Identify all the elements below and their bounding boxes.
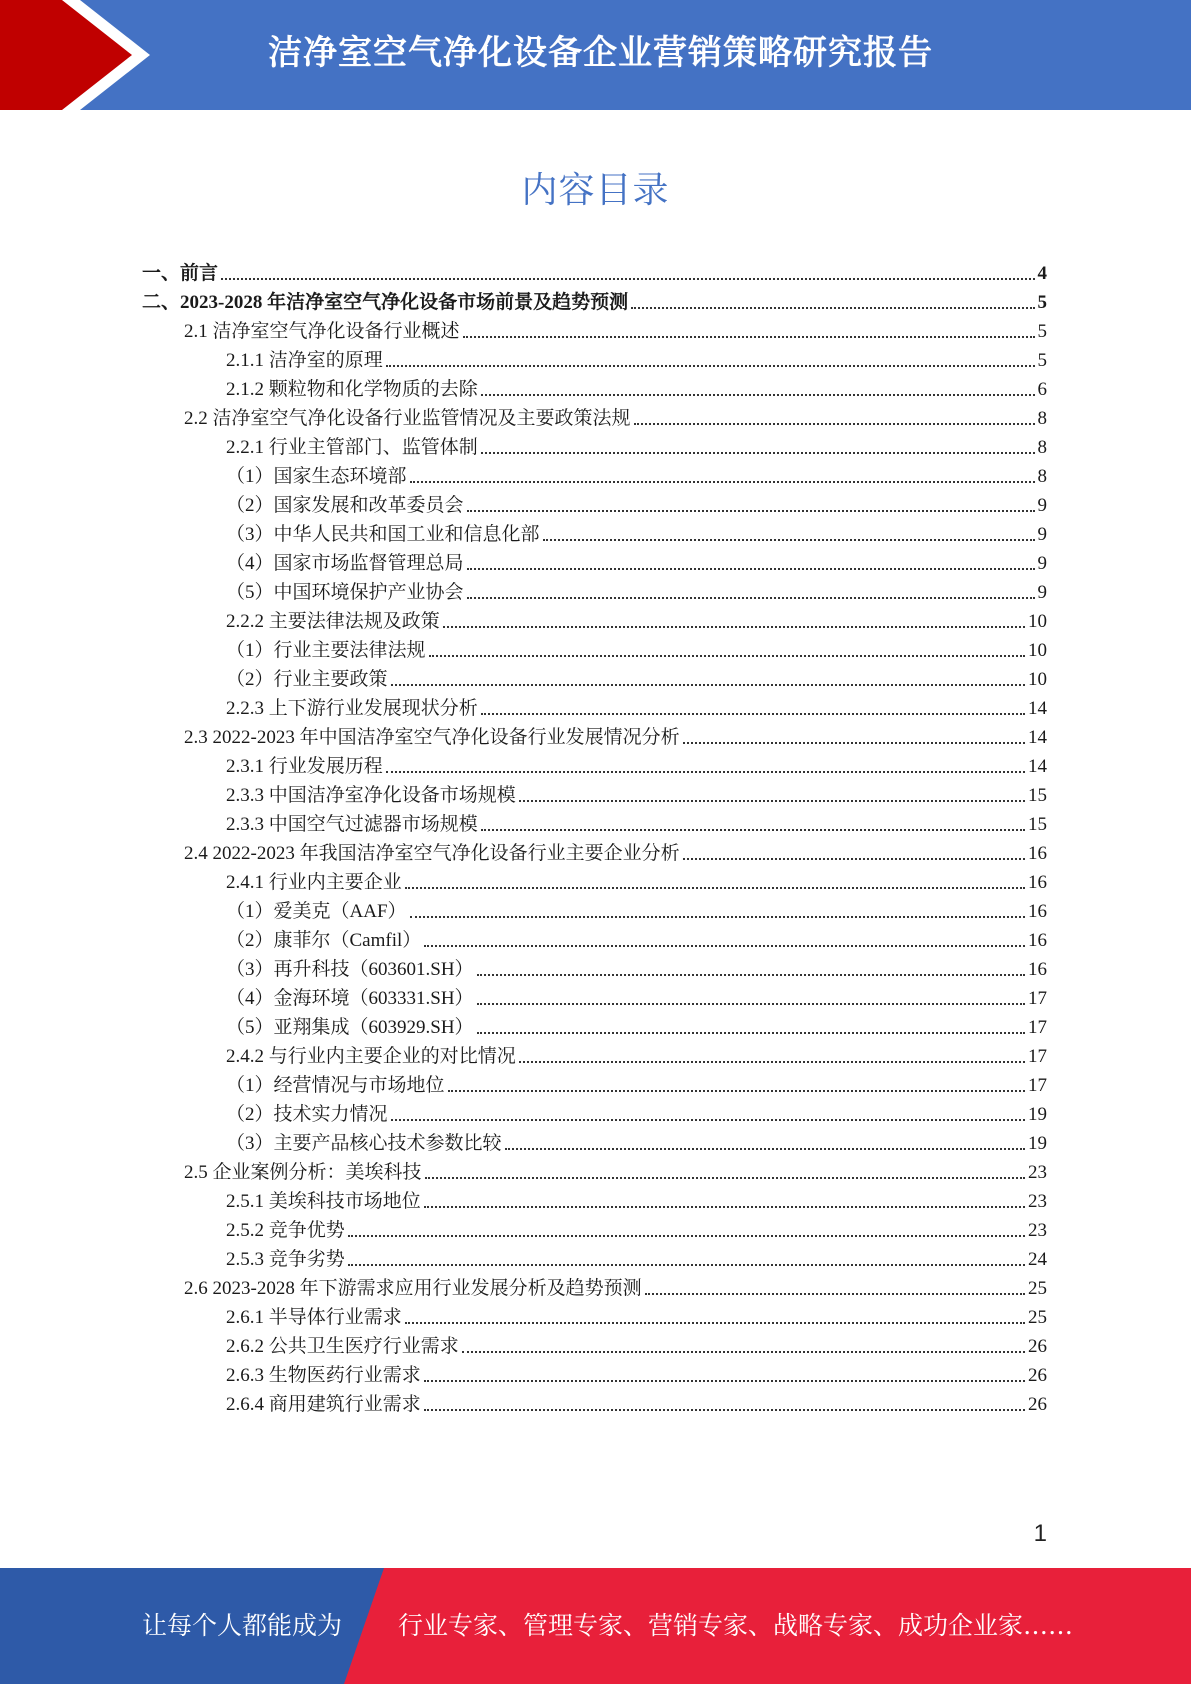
toc-entry-page: 25: [1028, 1307, 1047, 1328]
toc-leader-dots: [481, 451, 1035, 454]
toc-entry-label: 2.6.1 半导体行业需求: [226, 1307, 402, 1328]
toc-entry-label: 2.2.2 主要法律法规及政策: [226, 611, 440, 632]
toc-entry[interactable]: [226, 950, 1047, 981]
toc-entry-page: 5: [1037, 292, 1047, 313]
toc-entry-page: 17: [1028, 1075, 1047, 1096]
toc-entry[interactable]: [226, 863, 1047, 894]
toc-entry-page: 9: [1037, 553, 1047, 574]
toc-entry-label: 2.6.4 商用建筑行业需求: [226, 1394, 421, 1415]
toc-entry[interactable]: [226, 1037, 1047, 1068]
toc-entry-label: （1）经营情况与市场地位: [226, 1075, 445, 1096]
toc-entry-label: 2.1.1 洁净室的原理: [226, 350, 383, 371]
toc-leader-dots: [386, 770, 1025, 773]
toc-leader-dots: [462, 1350, 1025, 1353]
toc-entry-label: 2.6.3 生物医药行业需求: [226, 1365, 421, 1386]
toc-entry-label: 2.3.3 中国空气过滤器市场规模: [226, 814, 478, 835]
toc-leader-dots: [467, 596, 1035, 599]
toc-entry-page: 8: [1037, 408, 1047, 429]
toc-leader-dots: [519, 799, 1025, 802]
toc-entry-label: 2.6 2023-2028 年下游需求应用行业发展分析及趋势预测: [184, 1278, 642, 1299]
toc-entry[interactable]: [226, 921, 1047, 952]
toc-entry-label: 一、前言: [142, 263, 219, 284]
toc-leader-dots: [424, 1205, 1025, 1208]
toc-entry[interactable]: [142, 254, 1047, 285]
toc-leader-dots: [391, 1118, 1025, 1121]
toc-entry[interactable]: [226, 428, 1047, 459]
toc-leader-dots: [410, 915, 1025, 918]
toc-entry-label: 2.2.3 上下游行业发展现状分析: [226, 698, 478, 719]
toc-entry-label: （2）康菲尔（Camfil）: [226, 930, 422, 951]
toc-leader-dots: [481, 712, 1025, 715]
toc-leader-dots: [386, 364, 1035, 367]
toc-entry-page: 10: [1028, 669, 1047, 690]
toc-leader-dots: [477, 1031, 1025, 1034]
footer-slogan: 让每个人都能成为: [142, 1611, 343, 1640]
toc-entry-label: 2.4.2 与行业内主要企业的对比情况: [226, 1046, 516, 1067]
toc-leader-dots: [481, 393, 1035, 396]
toc-entry-page: 10: [1028, 640, 1047, 661]
toc-leader-dots: [543, 538, 1035, 541]
toc-entry[interactable]: [226, 1095, 1047, 1126]
toc-entry-label: 2.3.1 行业发展历程: [226, 756, 383, 777]
toc-entry-label: （3）中华人民共和国工业和信息化部: [226, 524, 540, 545]
toc-entry-label: 2.3.3 中国洁净室净化设备市场规模: [226, 785, 516, 806]
toc-entry-page: 16: [1028, 872, 1047, 893]
toc-entry-label: 2.5 企业案例分析：美埃科技: [184, 1162, 422, 1183]
toc-entry[interactable]: [226, 1356, 1047, 1387]
toc-leader-dots: [348, 1263, 1025, 1266]
toc-entry[interactable]: [226, 1240, 1047, 1271]
toc-entry[interactable]: [184, 1269, 1047, 1300]
toc-entry-page: 26: [1028, 1365, 1047, 1386]
toc-entry-page: 9: [1037, 495, 1047, 516]
toc-leader-dots: [481, 828, 1025, 831]
toc-entry-label: （2）行业主要政策: [226, 669, 388, 690]
toc-entry[interactable]: [226, 1008, 1047, 1039]
toc-entry-label: （5）亚翔集成（603929.SH）: [226, 1017, 474, 1038]
toc-entry-page: 16: [1028, 959, 1047, 980]
toc-leader-dots: [410, 480, 1035, 483]
toc-entry-page: 23: [1028, 1162, 1047, 1183]
toc-leader-dots: [467, 509, 1035, 512]
toc-entry-page: 14: [1028, 727, 1047, 748]
toc-leader-dots: [467, 567, 1035, 570]
toc-entry[interactable]: [226, 515, 1047, 546]
toc-entry[interactable]: [226, 892, 1047, 923]
toc-entry[interactable]: [142, 283, 1047, 314]
toc-leader-dots: [631, 306, 1034, 309]
toc-entry-page: 16: [1028, 930, 1047, 951]
toc-leader-dots: [448, 1089, 1025, 1092]
toc-entry-label: 2.4.1 行业内主要企业: [226, 872, 402, 893]
toc-leader-dots: [425, 1176, 1025, 1179]
toc-leader-dots: [645, 1292, 1025, 1295]
toc-entry-label: 2.2 洁净室空气净化设备行业监管情况及主要政策法规: [184, 408, 631, 429]
toc-entry-page: 8: [1037, 466, 1047, 487]
toc-entry-label: 2.1.2 颗粒物和化学物质的去除: [226, 379, 478, 400]
toc-entry-page: 19: [1028, 1104, 1047, 1125]
toc-entry[interactable]: [226, 631, 1047, 662]
toc-leader-dots: [424, 1408, 1025, 1411]
toc-entry[interactable]: [226, 1211, 1047, 1242]
toc-entry-page: 17: [1028, 1046, 1047, 1067]
toc-leader-dots: [477, 1002, 1025, 1005]
toc-entry[interactable]: [226, 979, 1047, 1010]
toc-entry-label: （4）国家市场监督管理总局: [226, 553, 464, 574]
toc-leader-dots: [405, 886, 1025, 889]
toc-entry-page: 19: [1028, 1133, 1047, 1154]
toc-leader-dots: [221, 277, 1034, 280]
toc-entry-label: （3）主要产品核心技术参数比较: [226, 1133, 502, 1154]
toc-entry-page: 4: [1037, 263, 1047, 284]
toc-entry[interactable]: [226, 457, 1047, 488]
toc-leader-dots: [443, 625, 1025, 628]
toc-entry[interactable]: [184, 1153, 1047, 1184]
toc-entry-label: 2.5.2 竞争优势: [226, 1220, 345, 1241]
toc-entry[interactable]: [226, 370, 1047, 401]
toc-leader-dots: [391, 683, 1025, 686]
toc-entry-page: 17: [1028, 1017, 1047, 1038]
toc-entry[interactable]: [226, 486, 1047, 517]
footer-banner: [0, 1568, 1191, 1684]
toc-leader-dots: [463, 335, 1035, 338]
toc-entry[interactable]: [226, 1124, 1047, 1155]
toc-entry-label: （3）再升科技（603601.SH）: [226, 959, 474, 980]
toc-leader-dots: [405, 1321, 1025, 1324]
toc-leader-dots: [634, 422, 1035, 425]
toc-entry[interactable]: [226, 544, 1047, 575]
toc-entry[interactable]: [184, 834, 1047, 865]
toc-entry[interactable]: [226, 776, 1047, 807]
toc-entry[interactable]: [184, 399, 1047, 430]
toc-leader-dots: [424, 944, 1025, 947]
toc-entry-label: 2.6.2 公共卫生医疗行业需求: [226, 1336, 459, 1357]
toc-entry[interactable]: [226, 602, 1047, 633]
toc-entry-page: 26: [1028, 1394, 1047, 1415]
toc-entry-label: （2）技术实力情况: [226, 1104, 388, 1125]
toc-entry-label: （1）行业主要法律法规: [226, 640, 426, 661]
toc-entry[interactable]: [184, 312, 1047, 343]
toc-entry[interactable]: [226, 1182, 1047, 1213]
toc-entry-page: 14: [1028, 756, 1047, 777]
toc-entry-label: 二、2023-2028 年洁净室空气净化设备市场前景及趋势预测: [142, 292, 629, 313]
toc-entry-page: 5: [1037, 350, 1047, 371]
toc-entry-label: （2）国家发展和改革委员会: [226, 495, 464, 516]
toc-entry[interactable]: [226, 689, 1047, 720]
toc-entry[interactable]: [184, 718, 1047, 749]
toc-entry[interactable]: [226, 573, 1047, 604]
toc-entry-page: 23: [1028, 1220, 1047, 1241]
report-header: [0, 0, 1191, 110]
footer-roles: 行业专家、管理专家、营销专家、战略专家、成功企业家……: [398, 1611, 1074, 1640]
toc-entry[interactable]: [226, 1327, 1047, 1358]
toc-entry-page: 9: [1037, 582, 1047, 603]
toc-leader-dots: [683, 741, 1025, 744]
page-number: 1: [1033, 1520, 1047, 1547]
toc-entry-page: 8: [1037, 437, 1047, 458]
toc-leader-dots: [505, 1147, 1025, 1150]
toc-entry[interactable]: [226, 1066, 1047, 1097]
toc-entry-page: 26: [1028, 1336, 1047, 1357]
toc-entry-page: 5: [1037, 321, 1047, 342]
toc-entry[interactable]: [226, 747, 1047, 778]
toc-entry-label: （4）金海环境（603331.SH）: [226, 988, 474, 1009]
toc-entry-page: 16: [1028, 843, 1047, 864]
toc-leader-dots: [429, 654, 1025, 657]
toc-leader-dots: [348, 1234, 1025, 1237]
toc-entry-label: 2.4 2022-2023 年我国洁净室空气净化设备行业主要企业分析: [184, 843, 680, 864]
toc-entry-page: 10: [1028, 611, 1047, 632]
report-title: 洁净室空气净化设备企业营销策略研究报告: [268, 33, 933, 73]
toc-leader-dots: [683, 857, 1025, 860]
toc-entry-page: 17: [1028, 988, 1047, 1009]
toc-entry-label: 2.2.1 行业主管部门、监管体制: [226, 437, 478, 458]
toc-entry-label: （1）爱美克（AAF）: [226, 901, 407, 922]
toc-entry-label: 2.3 2022-2023 年中国洁净室空气净化设备行业发展情况分析: [184, 727, 680, 748]
toc-leader-dots: [519, 1060, 1025, 1063]
toc-entry-label: 2.5.1 美埃科技市场地位: [226, 1191, 421, 1212]
toc-entry[interactable]: [226, 805, 1047, 836]
toc-entry-page: 9: [1037, 524, 1047, 545]
toc-entry[interactable]: [226, 341, 1047, 372]
toc-entry-page: 24: [1028, 1249, 1047, 1270]
toc-entry-label: 2.5.3 竞争劣势: [226, 1249, 345, 1270]
toc-heading: 内容目录: [521, 170, 670, 211]
toc-entry-page: 15: [1028, 814, 1047, 835]
toc-entry-page: 15: [1028, 785, 1047, 806]
toc-entry-page: 25: [1028, 1278, 1047, 1299]
toc-leader-dots: [477, 973, 1025, 976]
toc-entry-page: 14: [1028, 698, 1047, 719]
toc-leader-dots: [424, 1379, 1025, 1382]
toc-entry[interactable]: [226, 660, 1047, 691]
toc-entry-label: 2.1 洁净室空气净化设备行业概述: [184, 321, 460, 342]
toc-entry-page: 23: [1028, 1191, 1047, 1212]
toc-entry-page: 16: [1028, 901, 1047, 922]
toc-entry-page: 6: [1037, 379, 1047, 400]
toc-entry[interactable]: [226, 1385, 1047, 1416]
toc-entry-label: （1）国家生态环境部: [226, 466, 407, 487]
toc-entry[interactable]: [226, 1298, 1047, 1329]
toc-entry-label: （5）中国环境保护产业协会: [226, 582, 464, 603]
